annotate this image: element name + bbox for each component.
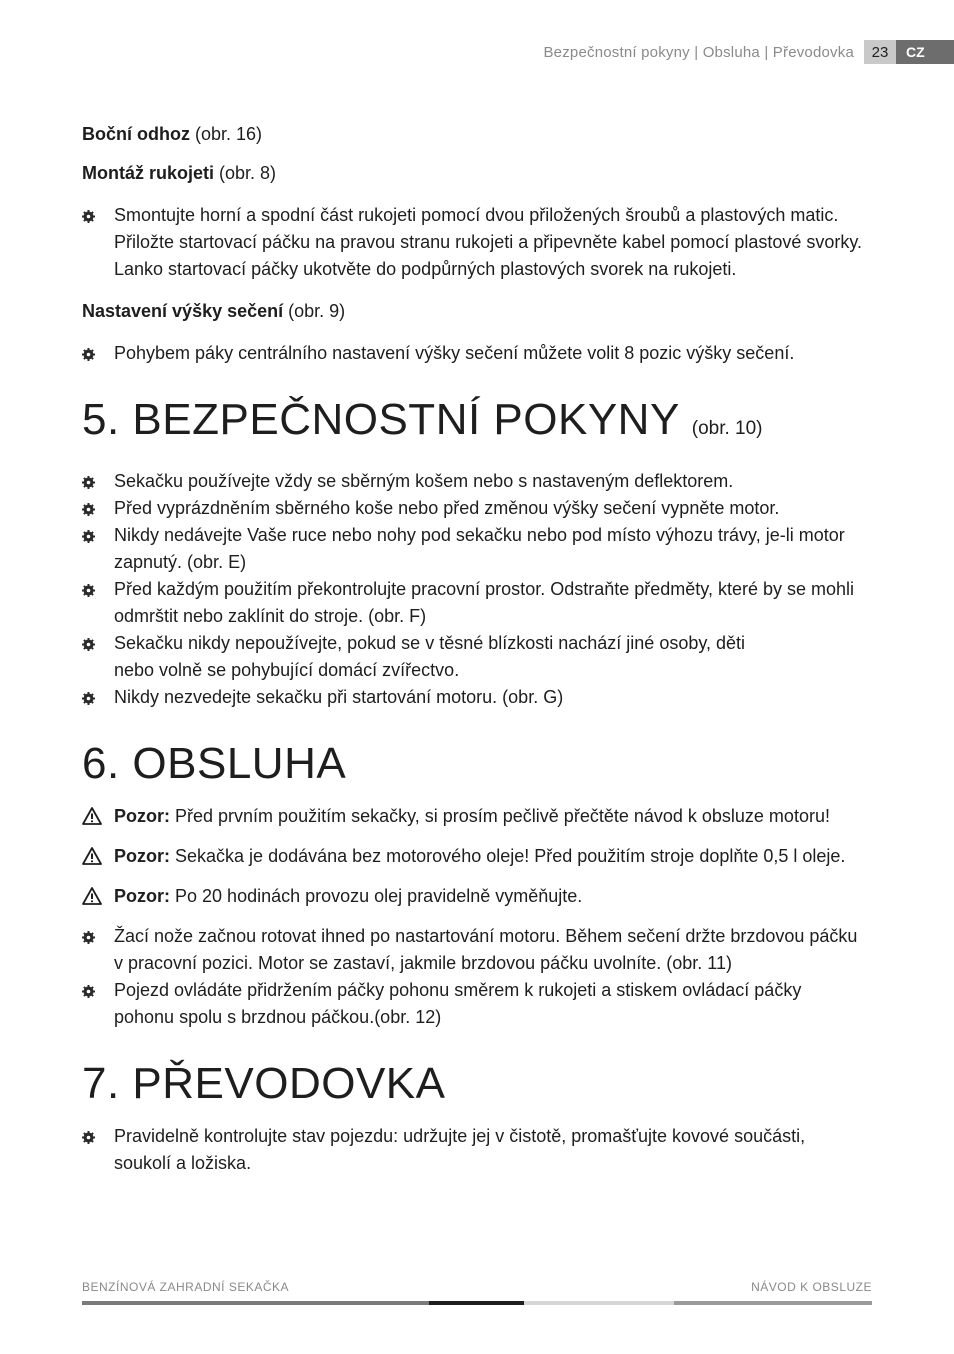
gear-bullet-icon xyxy=(82,584,95,597)
list-item xyxy=(82,468,882,495)
gear-bullet-icon xyxy=(82,476,95,489)
warning-triangle-icon xyxy=(82,807,102,825)
warning-label: Pozor: xyxy=(114,886,170,906)
list-item xyxy=(82,522,882,576)
figure-ref: (obr. 9) xyxy=(288,301,346,321)
section-title: 5. BEZPEČNOSTNÍ POKYNY xyxy=(82,395,680,444)
warning-note xyxy=(82,843,882,870)
gear-bullet-icon xyxy=(82,503,95,516)
gear-bullet-icon xyxy=(82,1131,95,1144)
warning-text: Po 20 hodinách provozu olej pravidelně vyměňujte. xyxy=(175,886,583,906)
cutting-height-list xyxy=(82,340,882,367)
warning-triangle-icon xyxy=(82,847,102,865)
list-item xyxy=(82,923,882,977)
list-item xyxy=(82,684,882,711)
list-line: Lanko startovací páčky ukotvěte do podpůrných plastových svorek na rukojeti. xyxy=(114,259,737,279)
footer-product-name: BENZÍNOVÁ ZAHRADNÍ SEKAČKA xyxy=(82,1280,290,1294)
gear-bullet-icon xyxy=(82,931,95,944)
list-line: soukolí a ložiska. xyxy=(114,1153,252,1173)
warning-label: Pozor: xyxy=(114,806,170,826)
footer-divider-segment xyxy=(524,1301,674,1305)
warning-triangle-icon xyxy=(82,887,102,905)
list-item xyxy=(82,1123,882,1177)
header-title: Bezpečnostní pokyny | Obsluha | Převodovka xyxy=(543,43,854,61)
gear-bullet-icon xyxy=(82,638,95,651)
figure-ref: (obr. 10) xyxy=(691,418,763,439)
operation-list xyxy=(82,923,882,1031)
section-title: 7. PŘEVODOVKA xyxy=(82,1059,446,1108)
warning-note xyxy=(82,803,882,830)
gear-bullet-icon xyxy=(82,692,95,705)
warning-text: Před prvním použitím sekačky, si prosím pečlivě přečtěte návod k obsluze motoru! xyxy=(175,806,830,826)
list-line: Pravidelně kontrolujte stav pojezdu: udržujte jej v čistotě, promašťujte kovové součásti, xyxy=(114,1126,806,1146)
list-line: v pracovní pozici. Motor se zastaví, jakmile brzdovou páčku uvolníte. (obr. 11) xyxy=(114,953,732,973)
gear-bullet-icon xyxy=(82,348,95,361)
list-line: Před vyprázdněním sběrného koše nebo před změnou výšky sečení vypněte motor. xyxy=(114,498,780,518)
list-line: odmrštit nebo zaklínit do stroje. (obr. F) xyxy=(114,606,427,626)
footer-divider-segment xyxy=(429,1301,524,1305)
subheading-title: Nastavení výšky sečení xyxy=(82,301,284,321)
list-line: Žací nože začnou rotovat ihned po nastartování motoru. Během sečení držte brzdovou páčku xyxy=(114,926,858,946)
list-line: pohonu spolu s brzdnou páčkou.(obr. 12) xyxy=(114,1007,442,1027)
page-header xyxy=(543,40,954,64)
list-line: Smontujte horní a spodní část rukojeti pomocí dvou přiložených šroubů a plastových matic. xyxy=(114,205,839,225)
list-line: Nikdy nedávejte Vaše ruce nebo nohy pod sekačku nebo pod místo výhozu trávy, je-li motor xyxy=(114,525,845,545)
safety-list xyxy=(82,468,882,711)
handle-assembly-list xyxy=(82,202,882,283)
warning-label: Pozor: xyxy=(114,846,170,866)
list-item xyxy=(82,340,882,367)
language-badge: CZ xyxy=(896,40,954,64)
list-line: zapnutý. (obr. E) xyxy=(114,552,247,572)
figure-ref: (obr. 16) xyxy=(195,124,263,144)
footer-divider-segment xyxy=(82,1301,429,1305)
list-line: Pohybem páky centrálního nastavení výšky sečení můžete volit 8 pozic výšky sečení. xyxy=(114,343,795,363)
gear-bullet-icon xyxy=(82,985,95,998)
list-line: Sekačku používejte vždy se sběrným košem nebo s nastaveným deflektorem. xyxy=(114,471,734,491)
list-item xyxy=(82,576,882,630)
list-item xyxy=(82,630,882,684)
subheading-side-discharge xyxy=(82,124,882,145)
list-item xyxy=(82,495,882,522)
list-line: Nikdy nezvedejte sekačku při startování motoru. (obr. G) xyxy=(114,687,564,707)
section-heading-gearbox xyxy=(82,1059,882,1109)
subheading-cutting-height xyxy=(82,301,882,322)
page-content xyxy=(82,124,882,1195)
warning-note xyxy=(82,883,882,910)
warning-text: Sekačka je dodávána bez motorového oleje! Před použitím stroje doplňte 0,5 l oleje. xyxy=(175,846,846,866)
subheading-title: Boční odhoz xyxy=(82,124,190,144)
section-heading-safety xyxy=(82,395,882,454)
list-item xyxy=(82,202,882,283)
gear-bullet-icon xyxy=(82,210,95,223)
gearbox-list xyxy=(82,1123,882,1177)
list-line: Sekačku nikdy nepoužívejte, pokud se v těsné blízkosti nachází jiné osoby, děti xyxy=(114,633,746,653)
subheading-title: Montáž rukojeti xyxy=(82,163,215,183)
gear-bullet-icon xyxy=(82,530,95,543)
footer-divider xyxy=(82,1301,872,1305)
section-heading-operation xyxy=(82,739,882,789)
figure-ref: (obr. 8) xyxy=(219,163,277,183)
footer-manual-label: NÁVOD K OBSLUZE xyxy=(751,1280,872,1294)
list-line: Před každým použitím překontrolujte pracovní prostor. Odstraňte předměty, které by se mohli xyxy=(114,579,854,599)
list-line: Pojezd ovládáte přidržením páčky pohonu směrem k rukojeti a stiskem ovládací páčky xyxy=(114,980,802,1000)
list-line: Přiložte startovací páčku na pravou stranu rukojeti a připevněte kabel pomocí plastové svorky. xyxy=(114,232,863,252)
page-number: 23 xyxy=(864,40,896,64)
list-item xyxy=(82,977,882,1031)
section-title: 6. OBSLUHA xyxy=(82,739,347,788)
list-line: nebo volně se pohybující domácí zvířectvo. xyxy=(114,660,460,680)
footer-divider-segment xyxy=(674,1301,872,1305)
subheading-handle-assembly xyxy=(82,163,882,184)
